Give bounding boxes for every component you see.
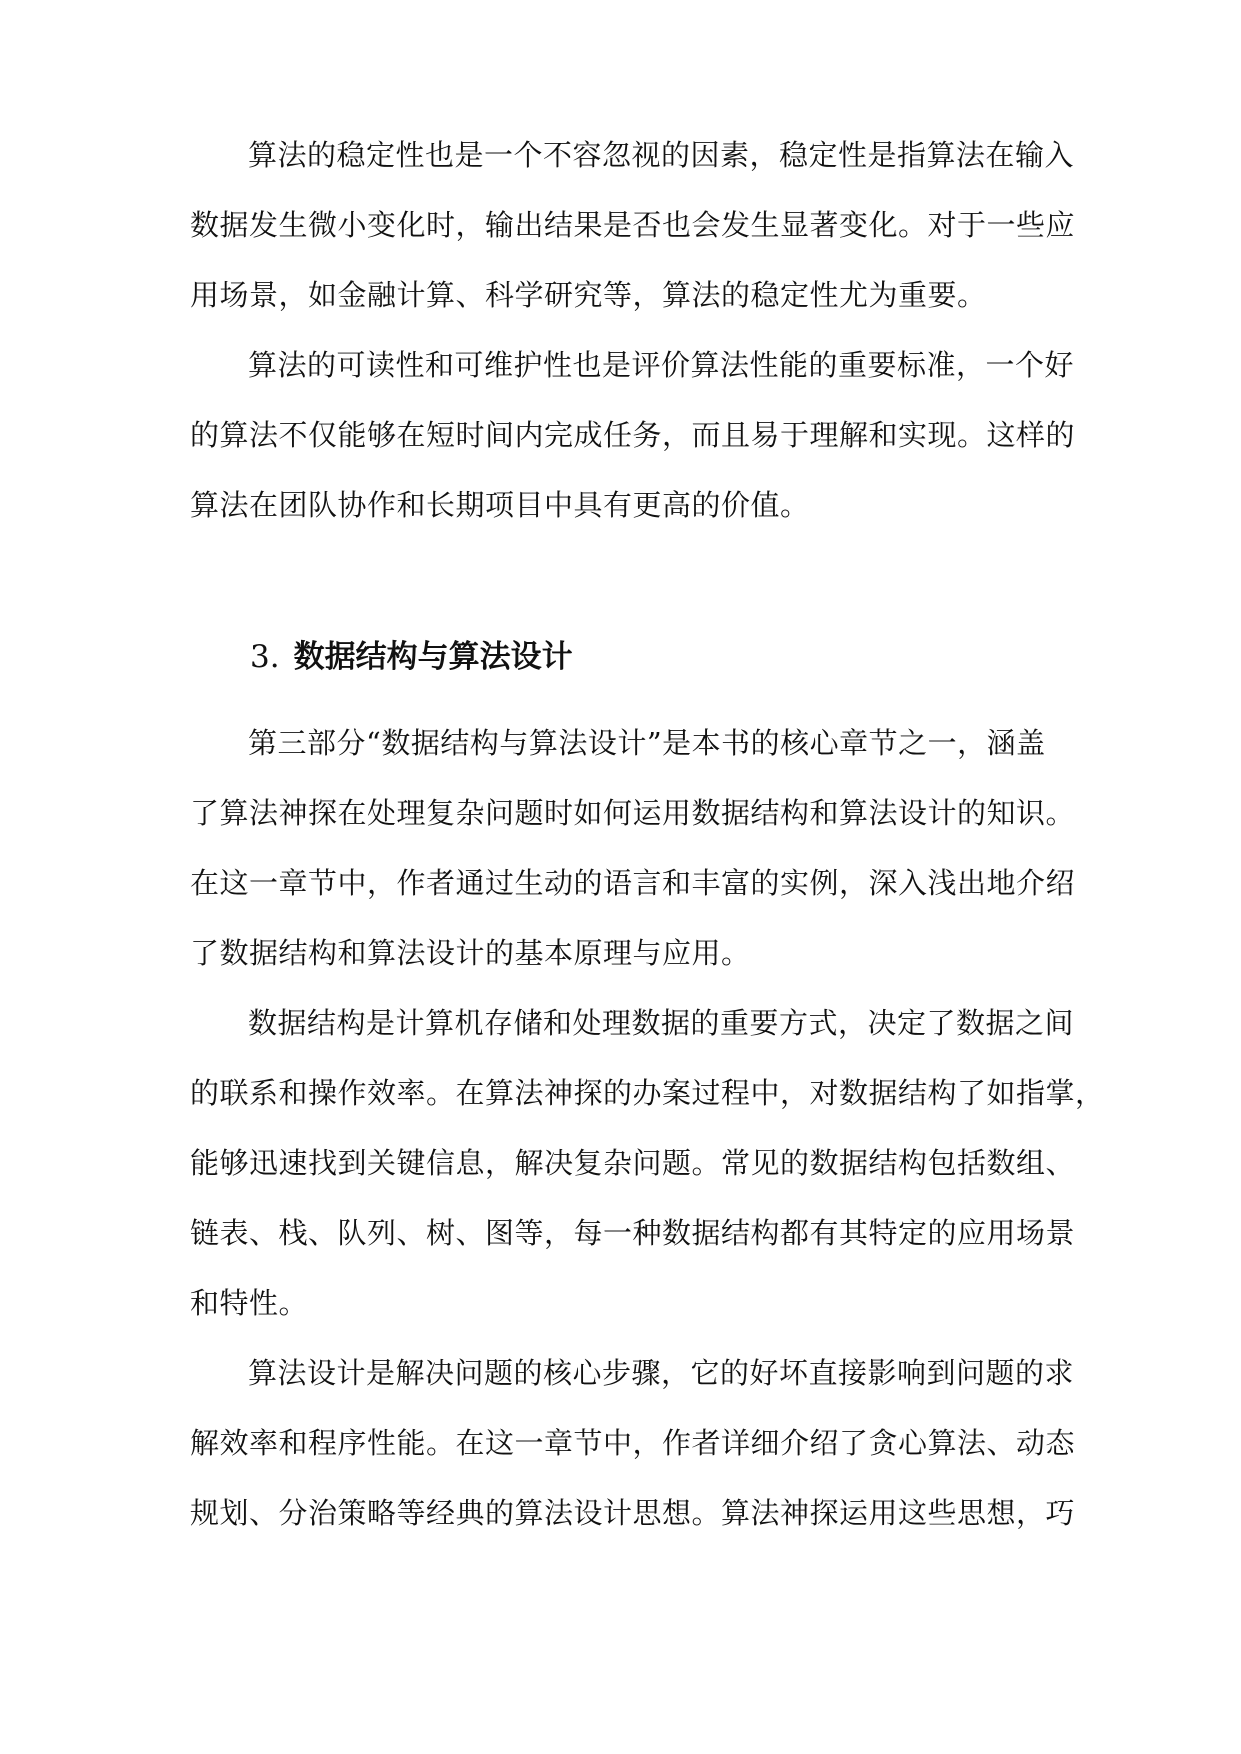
paragraph-3-line-4: 了数据结构和算法设计的基本原理与应用。 — [190, 936, 751, 970]
paragraph-4-line-5: 和特性。 — [190, 1286, 309, 1320]
paragraph-4-line-4: 链表、栈、队列、树、图等，每一种数据结构都有其特定的应用场景 — [190, 1216, 1076, 1250]
section-title: 数据结构与算法设计 — [293, 639, 573, 675]
paragraph-4-line-1: 数据结构是计算机存储和处理数据的重要方式，决定了数据之间 — [248, 1006, 1075, 1040]
paragraph-1-line-2: 数据发生微小变化时，输出结果是否也会发生显著变化。对于一些应 — [190, 208, 1076, 242]
section-number: 3. — [250, 639, 280, 675]
paragraph-3-line-1: 第三部分“数据结构与算法设计”是本书的核心章节之一，涵盖 — [248, 726, 1046, 760]
paragraph-5-line-2: 解效率和程序性能。在这一章节中，作者详细介绍了贪心算法、动态 — [190, 1426, 1076, 1460]
paragraph-3-line-3: 在这一章节中，作者通过生动的语言和丰富的实例，深入浅出地介绍 — [190, 866, 1076, 900]
paragraph-5-line-3: 规划、分治策略等经典的算法设计思想。算法神探运用这些思想，巧 — [190, 1496, 1076, 1530]
paragraph-1-line-1: 算法的稳定性也是一个不容忽视的因素，稳定性是指算法在输入 — [248, 138, 1075, 172]
paragraph-5-line-1: 算法设计是解决问题的核心步骤，它的好坏直接影响到问题的求 — [248, 1356, 1075, 1390]
paragraph-2-line-2: 的算法不仅能够在短时间内完成任务，而且易于理解和实现。这样的 — [190, 418, 1076, 452]
paragraph-1-line-3: 用场景，如金融计算、科学研究等，算法的稳定性尤为重要。 — [190, 278, 987, 312]
paragraph-3-line-2: 了算法神探在处理复杂问题时如何运用数据结构和算法设计的知识。 — [190, 796, 1076, 830]
paragraph-2-line-1: 算法的可读性和可维护性也是评价算法性能的重要标准，一个好 — [248, 348, 1075, 382]
paragraph-2-line-3: 算法在团队协作和长期项目中具有更高的价值。 — [190, 488, 810, 522]
section-heading — [250, 636, 573, 678]
paragraph-4-line-3: 能够迅速找到关键信息，解决复杂问题。常见的数据结构包括数组、 — [190, 1146, 1076, 1180]
paragraph-4-line-2: 的联系和操作效率。在算法神探的办案过程中，对数据结构了如指掌， — [190, 1076, 1105, 1110]
